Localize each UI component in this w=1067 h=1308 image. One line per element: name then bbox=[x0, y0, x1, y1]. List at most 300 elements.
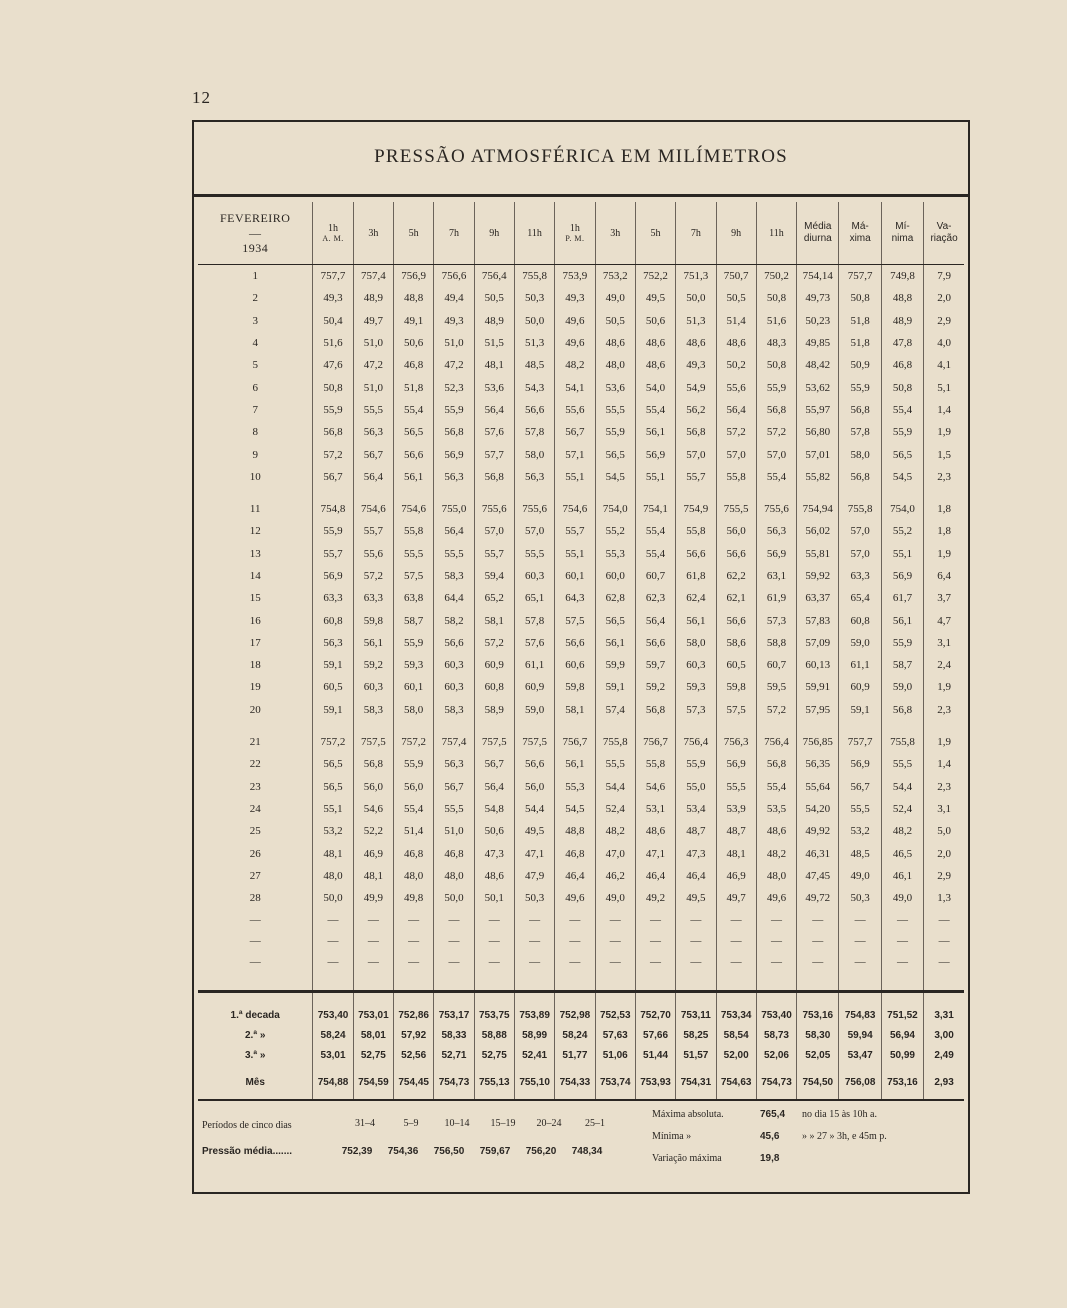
row-label bbox=[198, 972, 313, 992]
table-cell: 58,3 bbox=[434, 565, 474, 587]
row-label: 3.ª » bbox=[245, 1049, 266, 1061]
row-label: 15 bbox=[249, 592, 261, 605]
table-cell bbox=[756, 972, 796, 992]
table-cell: 51,4 bbox=[716, 310, 756, 332]
table-cell: 754,31 bbox=[676, 1065, 716, 1100]
header-1am bbox=[313, 202, 353, 265]
table-cell: 60,5 bbox=[716, 654, 756, 676]
empty-day-row bbox=[198, 909, 964, 930]
table-cell: 58,7 bbox=[881, 654, 923, 676]
table-cell: 753,9 bbox=[555, 265, 595, 288]
min-label: Mínima » bbox=[652, 1131, 692, 1142]
table-cell: 58,9 bbox=[474, 699, 514, 721]
table-cell: 65,4 bbox=[839, 587, 881, 609]
table-cell: — bbox=[635, 909, 675, 930]
table-cell: 58,24 bbox=[555, 1025, 595, 1045]
table-cell: 753,89 bbox=[514, 992, 554, 1026]
table-cell: 51,77 bbox=[555, 1045, 595, 1065]
table-cell: 756,4 bbox=[756, 731, 796, 753]
var-value: 19,8 bbox=[760, 1153, 780, 1164]
table-cell: 757,5 bbox=[353, 731, 393, 753]
table-cell: 757,7 bbox=[839, 731, 881, 753]
header-11pm: 11h bbox=[756, 202, 796, 265]
table-row bbox=[198, 354, 964, 376]
table-cell: 3,31 bbox=[924, 992, 964, 1026]
header-max-2: xima bbox=[849, 233, 871, 244]
header-media-1: Média bbox=[804, 221, 832, 232]
row-label: 23 bbox=[249, 780, 261, 793]
table-cell: 58,2 bbox=[434, 609, 474, 631]
row-label bbox=[198, 721, 313, 731]
table-cell: 2,0 bbox=[924, 287, 964, 309]
table-cell bbox=[555, 488, 595, 498]
table-cell: 56,8 bbox=[756, 399, 796, 421]
table-cell: 49,5 bbox=[635, 287, 675, 309]
header-11am: 11h bbox=[514, 202, 554, 265]
table-cell: 50,8 bbox=[881, 376, 923, 398]
table-cell: 56,1 bbox=[394, 466, 434, 488]
table-cell: 55,4 bbox=[394, 399, 434, 421]
table-cell: 3,7 bbox=[924, 587, 964, 609]
table-cell: 54,6 bbox=[635, 776, 675, 798]
table-cell: 754,94 bbox=[797, 498, 839, 520]
table-cell: 63,1 bbox=[756, 565, 796, 587]
table-cell: 57,4 bbox=[595, 699, 635, 721]
table-row bbox=[198, 376, 964, 398]
table-cell: 59,4 bbox=[474, 565, 514, 587]
table-cell bbox=[924, 721, 964, 731]
table-cell: 59,1 bbox=[595, 676, 635, 698]
table-cell: — bbox=[881, 951, 923, 972]
table-cell: 61,1 bbox=[514, 654, 554, 676]
table-cell: 47,1 bbox=[635, 842, 675, 864]
table-cell: 48,6 bbox=[756, 820, 796, 842]
table-cell: 754,1 bbox=[635, 498, 675, 520]
table-cell: 58,99 bbox=[514, 1025, 554, 1045]
var-label: Variação máxima bbox=[652, 1153, 722, 1164]
table-cell: — bbox=[394, 909, 434, 930]
table-cell: 53,62 bbox=[797, 376, 839, 398]
table-cell: 51,06 bbox=[595, 1045, 635, 1065]
table-cell: 55,4 bbox=[756, 466, 796, 488]
table-cell: 60,5 bbox=[313, 676, 353, 698]
table-cell: 48,6 bbox=[635, 354, 675, 376]
table-cell: 753,16 bbox=[881, 1065, 923, 1100]
table-cell: 57,0 bbox=[756, 443, 796, 465]
summary-row bbox=[198, 1065, 964, 1100]
table-cell: 50,2 bbox=[716, 354, 756, 376]
header-9pm: 9h bbox=[716, 202, 756, 265]
table-cell: 2,9 bbox=[924, 310, 964, 332]
summary-row bbox=[198, 1045, 964, 1065]
table-cell: 55,8 bbox=[676, 520, 716, 542]
table-cell: 56,0 bbox=[716, 520, 756, 542]
table-cell: 54,3 bbox=[514, 376, 554, 398]
table-cell: 57,0 bbox=[474, 520, 514, 542]
table-cell: 3,1 bbox=[924, 798, 964, 820]
row-label: 28 bbox=[249, 892, 261, 905]
table-cell: 56,1 bbox=[635, 421, 675, 443]
table-cell: 48,2 bbox=[595, 820, 635, 842]
table-cell: 757,7 bbox=[839, 265, 881, 288]
table-cell: 60,3 bbox=[353, 676, 393, 698]
pressure-table bbox=[198, 202, 964, 1101]
table-cell: 57,8 bbox=[514, 609, 554, 631]
row-label: 19 bbox=[249, 681, 261, 694]
table-cell: 46,8 bbox=[881, 354, 923, 376]
table-cell: 57,0 bbox=[676, 443, 716, 465]
table-cell: 49,92 bbox=[797, 820, 839, 842]
table-cell: 58,0 bbox=[839, 443, 881, 465]
table-cell: 55,8 bbox=[394, 520, 434, 542]
table-cell: — bbox=[716, 909, 756, 930]
table-cell: 50,5 bbox=[716, 287, 756, 309]
table-cell: 56,3 bbox=[434, 466, 474, 488]
table-cell: 62,3 bbox=[635, 587, 675, 609]
table-cell: 55,4 bbox=[635, 399, 675, 421]
table-cell: 46,2 bbox=[595, 865, 635, 887]
table-cell: 49,0 bbox=[595, 287, 635, 309]
header-3am: 3h bbox=[353, 202, 393, 265]
summary-row bbox=[198, 1025, 964, 1045]
table-cell: 1,8 bbox=[924, 520, 964, 542]
table-row bbox=[198, 798, 964, 820]
row-label: 16 bbox=[249, 614, 261, 627]
row-label: 3 bbox=[252, 314, 258, 327]
table-cell: 48,0 bbox=[313, 865, 353, 887]
table-cell: 57,0 bbox=[839, 543, 881, 565]
table-cell: 46,8 bbox=[555, 842, 595, 864]
table-cell: 57,95 bbox=[797, 699, 839, 721]
table-cell: 58,0 bbox=[514, 443, 554, 465]
periods-label: Períodos de cinco dias bbox=[202, 1120, 292, 1131]
table-cell: 46,4 bbox=[635, 865, 675, 887]
row-label: 1 bbox=[252, 270, 258, 283]
table-cell: 50,8 bbox=[313, 376, 353, 398]
table-row bbox=[198, 287, 964, 309]
table-cell: 754,0 bbox=[595, 498, 635, 520]
table-cell: — bbox=[839, 930, 881, 951]
table-cell: 53,01 bbox=[313, 1045, 353, 1065]
table-cell: 55,7 bbox=[313, 543, 353, 565]
table-row bbox=[198, 654, 964, 676]
table-cell: 58,3 bbox=[353, 699, 393, 721]
table-cell: 55,97 bbox=[797, 399, 839, 421]
table-cell: 2,3 bbox=[924, 466, 964, 488]
mean-item: 756,20 bbox=[525, 1146, 557, 1157]
table-cell bbox=[555, 721, 595, 731]
table-cell: 752,53 bbox=[595, 992, 635, 1026]
header-media bbox=[797, 202, 839, 265]
table-cell: 55,5 bbox=[434, 543, 474, 565]
table-cell bbox=[839, 488, 881, 498]
header-5pm: 5h bbox=[635, 202, 675, 265]
table-body bbox=[198, 265, 964, 1101]
table-cell bbox=[797, 721, 839, 731]
period-item: 25–1 bbox=[585, 1118, 605, 1129]
var-line bbox=[652, 1148, 962, 1170]
summary-row bbox=[198, 992, 964, 1026]
row-label: 20 bbox=[249, 703, 261, 716]
table-cell: 756,6 bbox=[434, 265, 474, 288]
table-cell: 1,8 bbox=[924, 498, 964, 520]
table-cell: 58,54 bbox=[716, 1025, 756, 1045]
row-label: — bbox=[249, 913, 261, 926]
table-cell: 50,6 bbox=[394, 332, 434, 354]
table-cell: 56,4 bbox=[434, 520, 474, 542]
table-cell: 56,9 bbox=[756, 543, 796, 565]
table-row bbox=[198, 265, 964, 288]
table-cell: 51,0 bbox=[434, 820, 474, 842]
table-cell: 55,8 bbox=[716, 466, 756, 488]
table-cell: 56,1 bbox=[881, 609, 923, 631]
table-cell: 752,2 bbox=[635, 265, 675, 288]
table-cell: 61,7 bbox=[881, 587, 923, 609]
table-row bbox=[198, 865, 964, 887]
row-label: 5 bbox=[252, 359, 258, 372]
table-cell: 51,6 bbox=[756, 310, 796, 332]
table-cell: 58,30 bbox=[797, 1025, 839, 1045]
table-cell: 47,8 bbox=[881, 332, 923, 354]
table-cell: 56,8 bbox=[474, 466, 514, 488]
table-cell: — bbox=[881, 909, 923, 930]
row-label: 2.ª » bbox=[245, 1029, 266, 1041]
table-cell: 48,6 bbox=[474, 865, 514, 887]
table-cell: 3,1 bbox=[924, 632, 964, 654]
table-cell: 60,8 bbox=[839, 609, 881, 631]
table-cell: 757,5 bbox=[514, 731, 554, 753]
table-cell: 48,1 bbox=[353, 865, 393, 887]
table-cell bbox=[555, 972, 595, 992]
table-cell: 57,01 bbox=[797, 443, 839, 465]
table-cell: 47,1 bbox=[514, 842, 554, 864]
footer bbox=[202, 1102, 962, 1182]
table-cell: 56,9 bbox=[434, 443, 474, 465]
table-cell: 57,63 bbox=[595, 1025, 635, 1045]
table-cell: 48,1 bbox=[716, 842, 756, 864]
table-cell: 59,2 bbox=[353, 654, 393, 676]
table-cell: 753,75 bbox=[474, 992, 514, 1026]
table-cell: 753,2 bbox=[595, 265, 635, 288]
table-cell bbox=[676, 972, 716, 992]
table-cell: 48,42 bbox=[797, 354, 839, 376]
table-cell: 54,5 bbox=[555, 798, 595, 820]
table-cell: 53,1 bbox=[635, 798, 675, 820]
table-cell: — bbox=[394, 951, 434, 972]
table-cell: 56,4 bbox=[353, 466, 393, 488]
table-cell: — bbox=[756, 951, 796, 972]
table-cell bbox=[635, 972, 675, 992]
table-cell: 7,9 bbox=[924, 265, 964, 288]
table-cell bbox=[716, 972, 756, 992]
table-cell: 46,9 bbox=[353, 842, 393, 864]
table-cell: 49,7 bbox=[353, 310, 393, 332]
table-row bbox=[198, 443, 964, 465]
table-cell: 55,81 bbox=[797, 543, 839, 565]
table-cell: — bbox=[313, 909, 353, 930]
table-cell: 56,6 bbox=[434, 632, 474, 654]
row-label: 25 bbox=[249, 825, 261, 838]
table-cell: 756,9 bbox=[394, 265, 434, 288]
table-cell: 57,3 bbox=[756, 609, 796, 631]
table-cell: 56,6 bbox=[635, 632, 675, 654]
table-cell: 49,5 bbox=[676, 887, 716, 909]
row-label: 24 bbox=[249, 802, 261, 815]
table-cell: 57,5 bbox=[716, 699, 756, 721]
table-cell: 55,2 bbox=[881, 520, 923, 542]
header-am-sub: A. M. bbox=[322, 234, 344, 243]
table-cell: 2,93 bbox=[924, 1065, 964, 1100]
table-cell: 60,7 bbox=[756, 654, 796, 676]
header-var-1: Va- bbox=[936, 221, 952, 232]
table-cell: 46,31 bbox=[797, 842, 839, 864]
table-cell: 49,0 bbox=[595, 887, 635, 909]
table-cell: 57,1 bbox=[555, 443, 595, 465]
table-cell: 4,7 bbox=[924, 609, 964, 631]
table-cell: 754,73 bbox=[434, 1065, 474, 1100]
table-cell: 5,1 bbox=[924, 376, 964, 398]
table-cell bbox=[595, 972, 635, 992]
table-cell: 48,6 bbox=[635, 332, 675, 354]
table-cell: 47,6 bbox=[313, 354, 353, 376]
table-cell: 755,5 bbox=[716, 498, 756, 520]
table-cell: 50,8 bbox=[839, 287, 881, 309]
table-cell: 46,4 bbox=[555, 865, 595, 887]
table-cell: 60,9 bbox=[474, 654, 514, 676]
table-cell: 48,6 bbox=[635, 820, 675, 842]
table-cell: 55,9 bbox=[756, 376, 796, 398]
table-cell: 58,1 bbox=[555, 699, 595, 721]
table-cell: 52,3 bbox=[434, 376, 474, 398]
table-cell bbox=[353, 488, 393, 498]
table-cell: — bbox=[555, 930, 595, 951]
table-cell: — bbox=[924, 909, 964, 930]
table-cell: 63,3 bbox=[353, 587, 393, 609]
table-cell bbox=[924, 488, 964, 498]
table-cell: 52,41 bbox=[514, 1045, 554, 1065]
table-cell: 49,1 bbox=[394, 310, 434, 332]
table-cell: 55,7 bbox=[676, 466, 716, 488]
table-cell: 2,3 bbox=[924, 699, 964, 721]
table-cell: 55,9 bbox=[394, 632, 434, 654]
table-cell: 59,8 bbox=[353, 609, 393, 631]
header-minima bbox=[881, 202, 923, 265]
table-cell: 55,5 bbox=[716, 776, 756, 798]
table-cell: 56,2 bbox=[676, 399, 716, 421]
header-5am: 5h bbox=[394, 202, 434, 265]
table-cell: 755,8 bbox=[514, 265, 554, 288]
table-cell: — bbox=[474, 951, 514, 972]
table-cell: 56,94 bbox=[881, 1025, 923, 1045]
table-cell: 52,4 bbox=[595, 798, 635, 820]
separator-row bbox=[198, 972, 964, 992]
table-cell: — bbox=[797, 930, 839, 951]
table-cell: 756,08 bbox=[839, 1065, 881, 1100]
table-cell: 51,0 bbox=[353, 376, 393, 398]
table-cell: 58,3 bbox=[434, 699, 474, 721]
table-cell: 50,5 bbox=[595, 310, 635, 332]
table-cell bbox=[676, 488, 716, 498]
table-cell: 56,4 bbox=[474, 776, 514, 798]
table-cell: 750,2 bbox=[756, 265, 796, 288]
table-cell: 48,0 bbox=[394, 865, 434, 887]
table-cell: 50,9 bbox=[839, 354, 881, 376]
table-cell: 55,9 bbox=[839, 376, 881, 398]
table-cell: 59,91 bbox=[797, 676, 839, 698]
table-cell: 49,4 bbox=[434, 287, 474, 309]
table-cell: 754,8 bbox=[313, 498, 353, 520]
table-cell: 50,3 bbox=[514, 887, 554, 909]
max-abs-text: no dia 15 às 10h a. bbox=[802, 1109, 877, 1120]
table-cell: — bbox=[924, 951, 964, 972]
table-cell: 55,4 bbox=[635, 543, 675, 565]
table-cell: — bbox=[839, 951, 881, 972]
table-cell bbox=[394, 972, 434, 992]
table-cell: 753,40 bbox=[756, 992, 796, 1026]
table-cell: 56,7 bbox=[353, 443, 393, 465]
table-cell: 2,0 bbox=[924, 842, 964, 864]
table-cell: 60,3 bbox=[434, 654, 474, 676]
table-cell: 56,8 bbox=[676, 421, 716, 443]
table-cell: 1,9 bbox=[924, 731, 964, 753]
table-cell: 5,0 bbox=[924, 820, 964, 842]
table-cell bbox=[676, 721, 716, 731]
table-cell: 56,9 bbox=[839, 753, 881, 775]
table-cell: 1,9 bbox=[924, 421, 964, 443]
table-cell: 57,2 bbox=[716, 421, 756, 443]
table-cell: 57,8 bbox=[839, 421, 881, 443]
table-cell: 47,45 bbox=[797, 865, 839, 887]
table-cell: 55,8 bbox=[635, 753, 675, 775]
table-cell: 1,3 bbox=[924, 887, 964, 909]
table-cell: 58,88 bbox=[474, 1025, 514, 1045]
table-cell: 53,6 bbox=[474, 376, 514, 398]
table-cell: 48,0 bbox=[756, 865, 796, 887]
table-cell: 48,6 bbox=[676, 332, 716, 354]
row-label bbox=[198, 488, 313, 498]
table-cell: 57,0 bbox=[716, 443, 756, 465]
table-cell: 49,85 bbox=[797, 332, 839, 354]
table-cell: 756,7 bbox=[635, 731, 675, 753]
table-cell: 2,9 bbox=[924, 865, 964, 887]
table-cell: 60,3 bbox=[434, 676, 474, 698]
table-cell: — bbox=[676, 930, 716, 951]
table-cell: 50,0 bbox=[514, 310, 554, 332]
table-cell: 59,8 bbox=[555, 676, 595, 698]
table-cell: 60,13 bbox=[797, 654, 839, 676]
table-cell: 49,8 bbox=[394, 887, 434, 909]
table-cell: 59,92 bbox=[797, 565, 839, 587]
table-cell: 53,9 bbox=[716, 798, 756, 820]
mean-pressure-label: Pressão média....... bbox=[202, 1146, 293, 1157]
table-cell: — bbox=[434, 909, 474, 930]
table-cell: 49,3 bbox=[555, 287, 595, 309]
table-cell: 51,4 bbox=[394, 820, 434, 842]
table-cell: 755,8 bbox=[881, 731, 923, 753]
table-cell: 56,9 bbox=[716, 753, 756, 775]
table-cell bbox=[474, 488, 514, 498]
table-cell: 48,2 bbox=[555, 354, 595, 376]
table-cell: 53,6 bbox=[595, 376, 635, 398]
table-cell: 52,00 bbox=[716, 1045, 756, 1065]
table-cell: 47,3 bbox=[676, 842, 716, 864]
table-cell: — bbox=[434, 930, 474, 951]
table-cell bbox=[797, 972, 839, 992]
table-cell bbox=[595, 721, 635, 731]
table-cell: 56,8 bbox=[881, 699, 923, 721]
table-row bbox=[198, 609, 964, 631]
table-cell: 56,80 bbox=[797, 421, 839, 443]
